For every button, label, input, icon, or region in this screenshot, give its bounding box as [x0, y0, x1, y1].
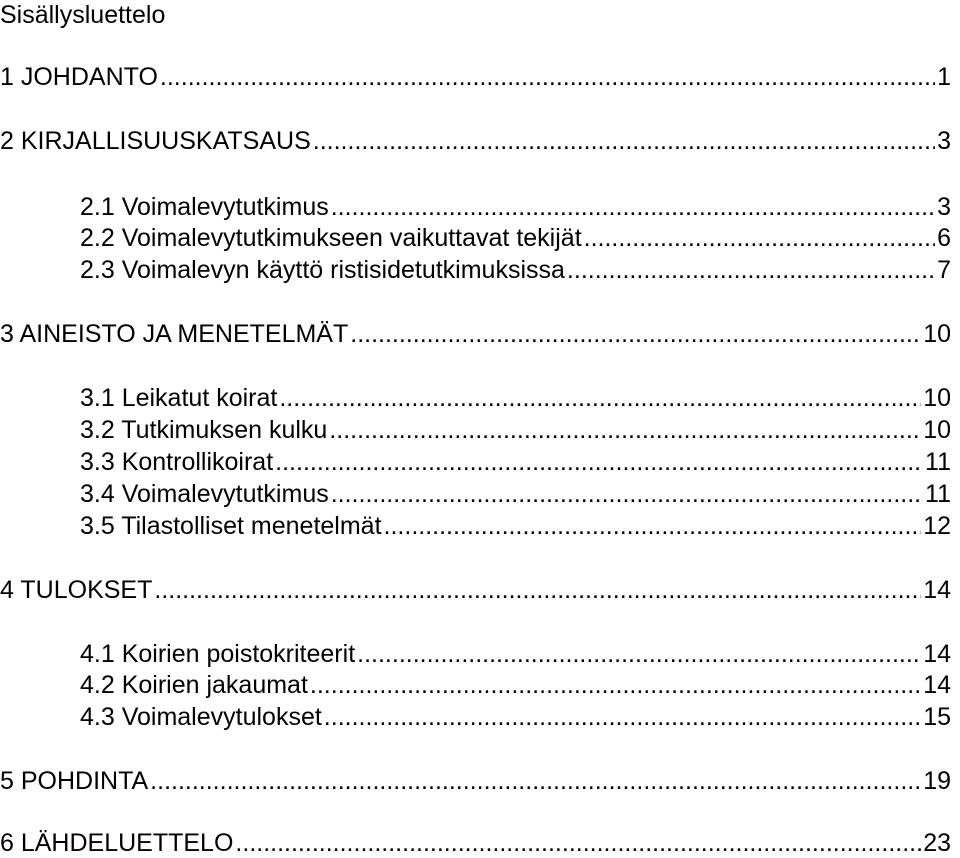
dot-leader: [357, 639, 921, 669]
toc-entry-label: 4.2 Koirien jakaumat: [80, 671, 308, 699]
toc-entry[interactable]: [80, 415, 951, 445]
toc-entry-label: 3 AINEISTO JA MENETELMÄT: [0, 320, 349, 348]
dot-leader: [279, 383, 921, 413]
toc-entry-page: 6: [937, 224, 951, 252]
dot-leader: [331, 192, 935, 222]
dot-leader: [313, 126, 935, 156]
dot-leader: [331, 479, 923, 509]
toc-entry-page: 11: [925, 448, 951, 476]
dot-leader: [150, 766, 921, 796]
toc-entry[interactable]: [0, 62, 951, 92]
dot-leader: [160, 62, 935, 92]
toc-title: Sisällysluettelo: [0, 1, 166, 29]
toc-entry-label: 5 POHDINTA: [0, 767, 149, 795]
toc-entry-page: 23: [923, 829, 951, 857]
dot-leader: [235, 828, 921, 858]
toc-entry-page: 10: [923, 416, 951, 444]
toc-entry-label: 1 JOHDANTO: [0, 63, 158, 91]
toc-entry-page: 19: [923, 767, 951, 795]
toc-entry-label: 2 KIRJALLISUUSKATSAUS: [0, 127, 311, 155]
toc-entry-label: 2.2 Voimalevytutkimukseen vaikuttavat tekijät: [80, 224, 582, 252]
toc-entry-label: 4.1 Koirien poistokriteerit: [80, 640, 356, 668]
toc-entry[interactable]: [80, 223, 951, 253]
toc-entry[interactable]: [80, 511, 951, 541]
toc-entry[interactable]: [80, 447, 951, 477]
toc-entry-label: 3.5 Tilastolliset menetelmät: [80, 512, 382, 540]
toc-entry[interactable]: [0, 828, 951, 858]
dot-leader: [154, 575, 921, 605]
toc-entry-label: 2.3 Voimalevyn käyttö ristisidetutkimuksissa: [80, 256, 565, 284]
toc-entry-label: 3.4 Voimalevytutkimus: [80, 480, 329, 508]
toc-entry-page: 15: [923, 703, 951, 731]
toc-entry-page: 10: [923, 320, 951, 348]
toc-entry[interactable]: [80, 639, 951, 669]
toc-entry-label: 2.1 Voimalevytutkimus: [80, 193, 329, 221]
toc-entry-page: 11: [925, 480, 951, 508]
toc-entry-page: 3: [937, 193, 951, 221]
toc-entry-page: 14: [923, 576, 951, 604]
toc-entry-page: 14: [923, 640, 951, 668]
toc-entry-page: 14: [923, 671, 951, 699]
dot-leader: [275, 447, 923, 477]
toc-entry[interactable]: [0, 766, 951, 796]
toc-entry[interactable]: [0, 319, 951, 349]
toc-entry-label: 4 TULOKSET: [0, 576, 153, 604]
toc-entry-label: 6 LÄHDELUETTELO: [0, 829, 234, 857]
toc-entry-page: 12: [923, 512, 951, 540]
toc-entry[interactable]: [0, 126, 951, 156]
toc-entry-page: 3: [937, 127, 951, 155]
dot-leader: [584, 223, 935, 253]
toc-entry-page: 10: [923, 384, 951, 412]
toc-entry-page: 1: [937, 63, 951, 91]
toc-entry-label: 4.3 Voimalevytulokset: [80, 703, 322, 731]
toc-entry[interactable]: [80, 702, 951, 732]
toc-entry[interactable]: [80, 383, 951, 413]
dot-leader: [350, 319, 921, 349]
toc-entry-label: 3.1 Leikatut koirat: [80, 384, 278, 412]
dot-leader: [329, 415, 921, 445]
toc-entry-label: 3.3 Kontrollikoirat: [80, 448, 274, 476]
toc-entry[interactable]: [80, 670, 951, 700]
dot-leader: [310, 670, 921, 700]
dot-leader: [567, 255, 935, 285]
toc-entry-label: 3.2 Tutkimuksen kulku: [80, 416, 328, 444]
dot-leader: [384, 511, 922, 541]
dot-leader: [324, 702, 921, 732]
toc-entry[interactable]: [80, 479, 951, 509]
toc-entry[interactable]: [80, 192, 951, 222]
toc-entry[interactable]: [0, 575, 951, 605]
toc-entry[interactable]: [80, 255, 951, 285]
toc-entry-page: 7: [937, 256, 951, 284]
